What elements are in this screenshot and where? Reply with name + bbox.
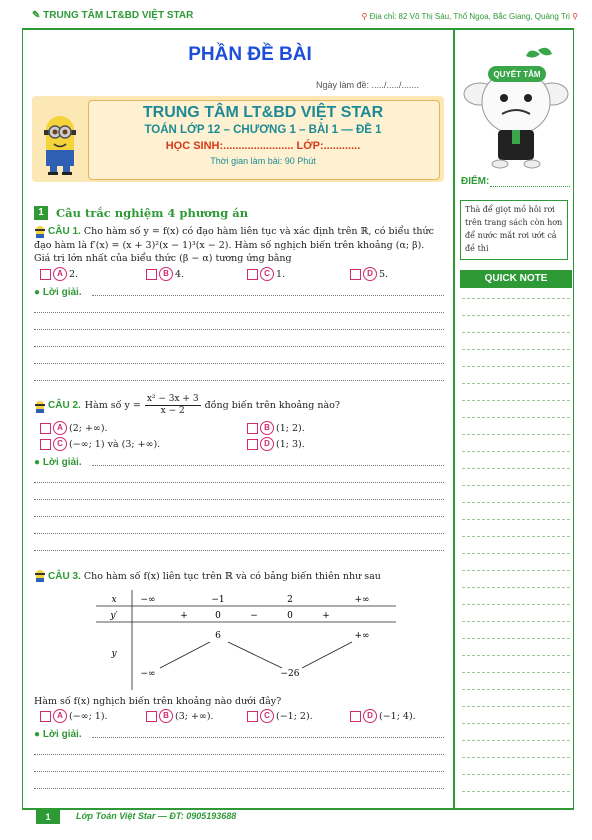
note-line[interactable] xyxy=(462,791,570,792)
answer-line[interactable] xyxy=(34,499,444,500)
answer-line[interactable] xyxy=(92,465,444,466)
section-number: 1 xyxy=(34,206,48,220)
footer-rule xyxy=(22,808,574,810)
banner-duration: Thời gian làm bài: 90 Phút xyxy=(210,156,316,166)
edit-icon: ✎ xyxy=(32,10,44,21)
question-1-line-2: đạo hàm là f′(x) = (x + 3)²(x − 1)³(x − 2). Hàm số nghịch biến trên khoảng (α; β). xyxy=(34,240,425,251)
note-line[interactable] xyxy=(462,655,570,656)
answer-line[interactable] xyxy=(34,516,444,517)
note-line[interactable] xyxy=(462,706,570,707)
q3-option-d[interactable]: D (−1; 4). xyxy=(350,709,416,723)
q1-solution-label: ● Lời giải. xyxy=(34,287,82,298)
note-line[interactable] xyxy=(462,723,570,724)
right-border xyxy=(573,28,574,810)
note-line[interactable] xyxy=(462,366,570,367)
q1-option-d[interactable]: D 5. xyxy=(350,267,388,281)
note-line[interactable] xyxy=(462,400,570,401)
fraction: $\frac{\text{x² − 3x + 3}}{x - 2}$ xyxy=(146,394,199,416)
checkbox[interactable] xyxy=(247,439,258,450)
answer-line[interactable] xyxy=(34,533,444,534)
question-2-label: CÂU 2. xyxy=(48,400,81,411)
motivation-quote: Thà để giọt mồ hôi rơi trên trang sách còn hơn để nước mắt rơi ướt cả đề thi xyxy=(460,200,568,260)
checkbox[interactable] xyxy=(40,711,51,722)
speech-bubble-icon: ● xyxy=(34,287,43,298)
note-line[interactable] xyxy=(462,672,570,673)
page-number: 1 xyxy=(36,810,60,824)
q1-option-c[interactable]: C 1. xyxy=(247,267,285,281)
location-pin-icon: ⚲ xyxy=(361,12,370,21)
header-rule xyxy=(22,28,574,30)
note-line[interactable] xyxy=(462,502,570,503)
question-2-text: CÂU 2. Hàm số y = $\frac{\text{x² − 3x + 3}}{x - 2}$ đồng biến trên khoảng nào? xyxy=(48,394,340,416)
question-3-prompt: Hàm số f(x) nghịch biến trên khoảng nào dưới đây? xyxy=(34,696,282,707)
checkbox[interactable] xyxy=(40,439,51,450)
determination-mascot-image xyxy=(460,44,572,172)
speech-bubble-icon: ● xyxy=(34,729,43,740)
answer-line[interactable] xyxy=(34,482,444,483)
answer-line[interactable] xyxy=(92,295,444,296)
q3-option-c[interactable]: C (−1; 2). xyxy=(247,709,313,723)
note-line[interactable] xyxy=(462,689,570,690)
q3-option-b[interactable]: B (3; +∞). xyxy=(146,709,214,723)
table-y-label: y xyxy=(111,649,117,659)
table-y-value: −∞ xyxy=(140,669,156,679)
footer-contact: Lớp Toán Việt Star — ĐT: 0905193688 xyxy=(76,811,237,821)
note-line[interactable] xyxy=(462,519,570,520)
minion-icon xyxy=(34,569,46,583)
q3-option-a[interactable]: A (−∞; 1). xyxy=(40,709,108,723)
increase-arrow xyxy=(302,642,352,668)
left-border xyxy=(22,28,23,810)
date-field: Ngày làm đề: ...../...../....... xyxy=(316,80,420,90)
note-line[interactable] xyxy=(462,451,570,452)
note-line[interactable] xyxy=(462,536,570,537)
table-x-value: 2 xyxy=(287,595,293,605)
question-1-line-3: Giá trị lớn nhất của biểu thức (β − α) tương ứng bằng xyxy=(34,253,292,264)
note-line[interactable] xyxy=(462,638,570,639)
answer-line[interactable] xyxy=(34,312,444,313)
answer-line[interactable] xyxy=(34,754,444,755)
checkbox[interactable] xyxy=(247,269,258,280)
question-3-text: CÂU 3. Cho hàm số f(x) liên tục trên ℝ và có bảng biến thiên như sau xyxy=(48,571,381,582)
increase-arrow xyxy=(160,642,210,668)
question-3-label: CÂU 3. xyxy=(48,571,81,582)
answer-line[interactable] xyxy=(34,771,444,772)
score-label: ĐIỂM: xyxy=(461,176,490,187)
q1-option-a[interactable]: A 2. xyxy=(40,267,78,281)
q2-option-a[interactable]: A (2; +∞). xyxy=(40,421,108,435)
note-line[interactable] xyxy=(462,332,570,333)
note-line[interactable] xyxy=(462,417,570,418)
score-blank[interactable] xyxy=(490,186,570,187)
note-line[interactable] xyxy=(462,468,570,469)
table-x-value: −1 xyxy=(211,595,225,605)
note-line[interactable] xyxy=(462,757,570,758)
answer-line[interactable] xyxy=(34,329,444,330)
table-sign: 0 xyxy=(287,611,293,621)
table-sign: + xyxy=(322,611,330,621)
minion-icon xyxy=(34,225,46,239)
table-x-value: −∞ xyxy=(140,595,156,605)
variation-table xyxy=(96,590,396,690)
checkbox[interactable] xyxy=(247,423,258,434)
answer-line[interactable] xyxy=(34,363,444,364)
note-line[interactable] xyxy=(462,315,570,316)
note-line[interactable] xyxy=(462,553,570,554)
decrease-arrow xyxy=(228,642,282,668)
checkbox[interactable] xyxy=(40,423,51,434)
note-line[interactable] xyxy=(462,604,570,605)
answer-line[interactable] xyxy=(34,788,444,789)
checkbox[interactable] xyxy=(146,711,157,722)
banner-student-fields: HỌC SINH:....................... LỚP:............ xyxy=(165,140,361,152)
note-line[interactable] xyxy=(462,570,570,571)
answer-line[interactable] xyxy=(34,346,444,347)
speech-bubble-icon: ● xyxy=(34,457,43,468)
table-sign: − xyxy=(250,611,258,621)
header-center-name: ✎ TRUNG TÂM LT&BD VIỆT STAR xyxy=(32,10,194,21)
table-x-value: +∞ xyxy=(354,595,370,605)
header-address: ⚲ Địa chỉ: 82 Võ Thị Sáu, Thổ Ngọa, Bắc Giang, Quảng Trị ⚲ xyxy=(361,12,578,21)
section-title: Câu trắc nghiệm 4 phương án xyxy=(56,205,249,220)
note-line[interactable] xyxy=(462,298,570,299)
banner-subject: TOÁN LỚP 12 – CHƯƠNG 1 – BÀI 1 — ĐỀ 1 xyxy=(144,124,382,136)
note-line[interactable] xyxy=(462,485,570,486)
q2-option-c[interactable]: C (−∞; 1) và (3; +∞). xyxy=(40,437,160,451)
minion-mascot-image xyxy=(34,110,86,176)
q1-option-b[interactable]: B 4. xyxy=(146,267,184,281)
quick-note-header: QUICK NOTE xyxy=(460,270,572,288)
table-y-value: +∞ xyxy=(354,631,370,641)
location-pin-icon: ⚲ xyxy=(569,12,578,21)
mascot-label: QUYẾT TÂM xyxy=(493,70,541,79)
column-divider xyxy=(453,28,455,810)
checkbox[interactable] xyxy=(146,269,157,280)
answer-line[interactable] xyxy=(34,380,444,381)
q2-solution-label: ● Lời giải. xyxy=(34,457,82,468)
table-y-value: 6 xyxy=(215,631,221,641)
section-header xyxy=(34,202,248,221)
q2-option-d[interactable]: D (1; 3). xyxy=(247,437,305,451)
banner-center-name: TRUNG TÂM LT&BD VIỆT STAR xyxy=(142,104,384,121)
question-1-line-1: CÂU 1. Cho hàm số y = f(x) có đạo hàm liên tục và xác định trên ℝ, có biểu thức xyxy=(48,226,434,237)
note-line[interactable] xyxy=(462,587,570,588)
checkbox[interactable] xyxy=(40,269,51,280)
question-1-label: CÂU 1. xyxy=(48,226,81,237)
page-title: PHẦN ĐỀ BÀI xyxy=(188,44,312,65)
checkbox[interactable] xyxy=(247,711,258,722)
note-line[interactable] xyxy=(462,434,570,435)
minion-icon xyxy=(34,400,46,414)
table-yp-label: y′ xyxy=(110,611,118,621)
table-x-label: x xyxy=(111,595,117,605)
note-line[interactable] xyxy=(462,740,570,741)
answer-line[interactable] xyxy=(92,737,444,738)
note-line[interactable] xyxy=(462,774,570,775)
table-sign: + xyxy=(180,611,188,621)
checkbox[interactable] xyxy=(350,269,361,280)
note-line[interactable] xyxy=(462,349,570,350)
q3-solution-label: ● Lời giải. xyxy=(34,729,82,740)
checkbox[interactable] xyxy=(350,711,361,722)
table-sign: 0 xyxy=(215,611,221,621)
answer-line[interactable] xyxy=(34,550,444,551)
table-y-value: −26 xyxy=(280,669,300,679)
note-line[interactable] xyxy=(462,383,570,384)
note-line[interactable] xyxy=(462,621,570,622)
q2-option-b[interactable]: B (1; 2). xyxy=(247,421,305,435)
